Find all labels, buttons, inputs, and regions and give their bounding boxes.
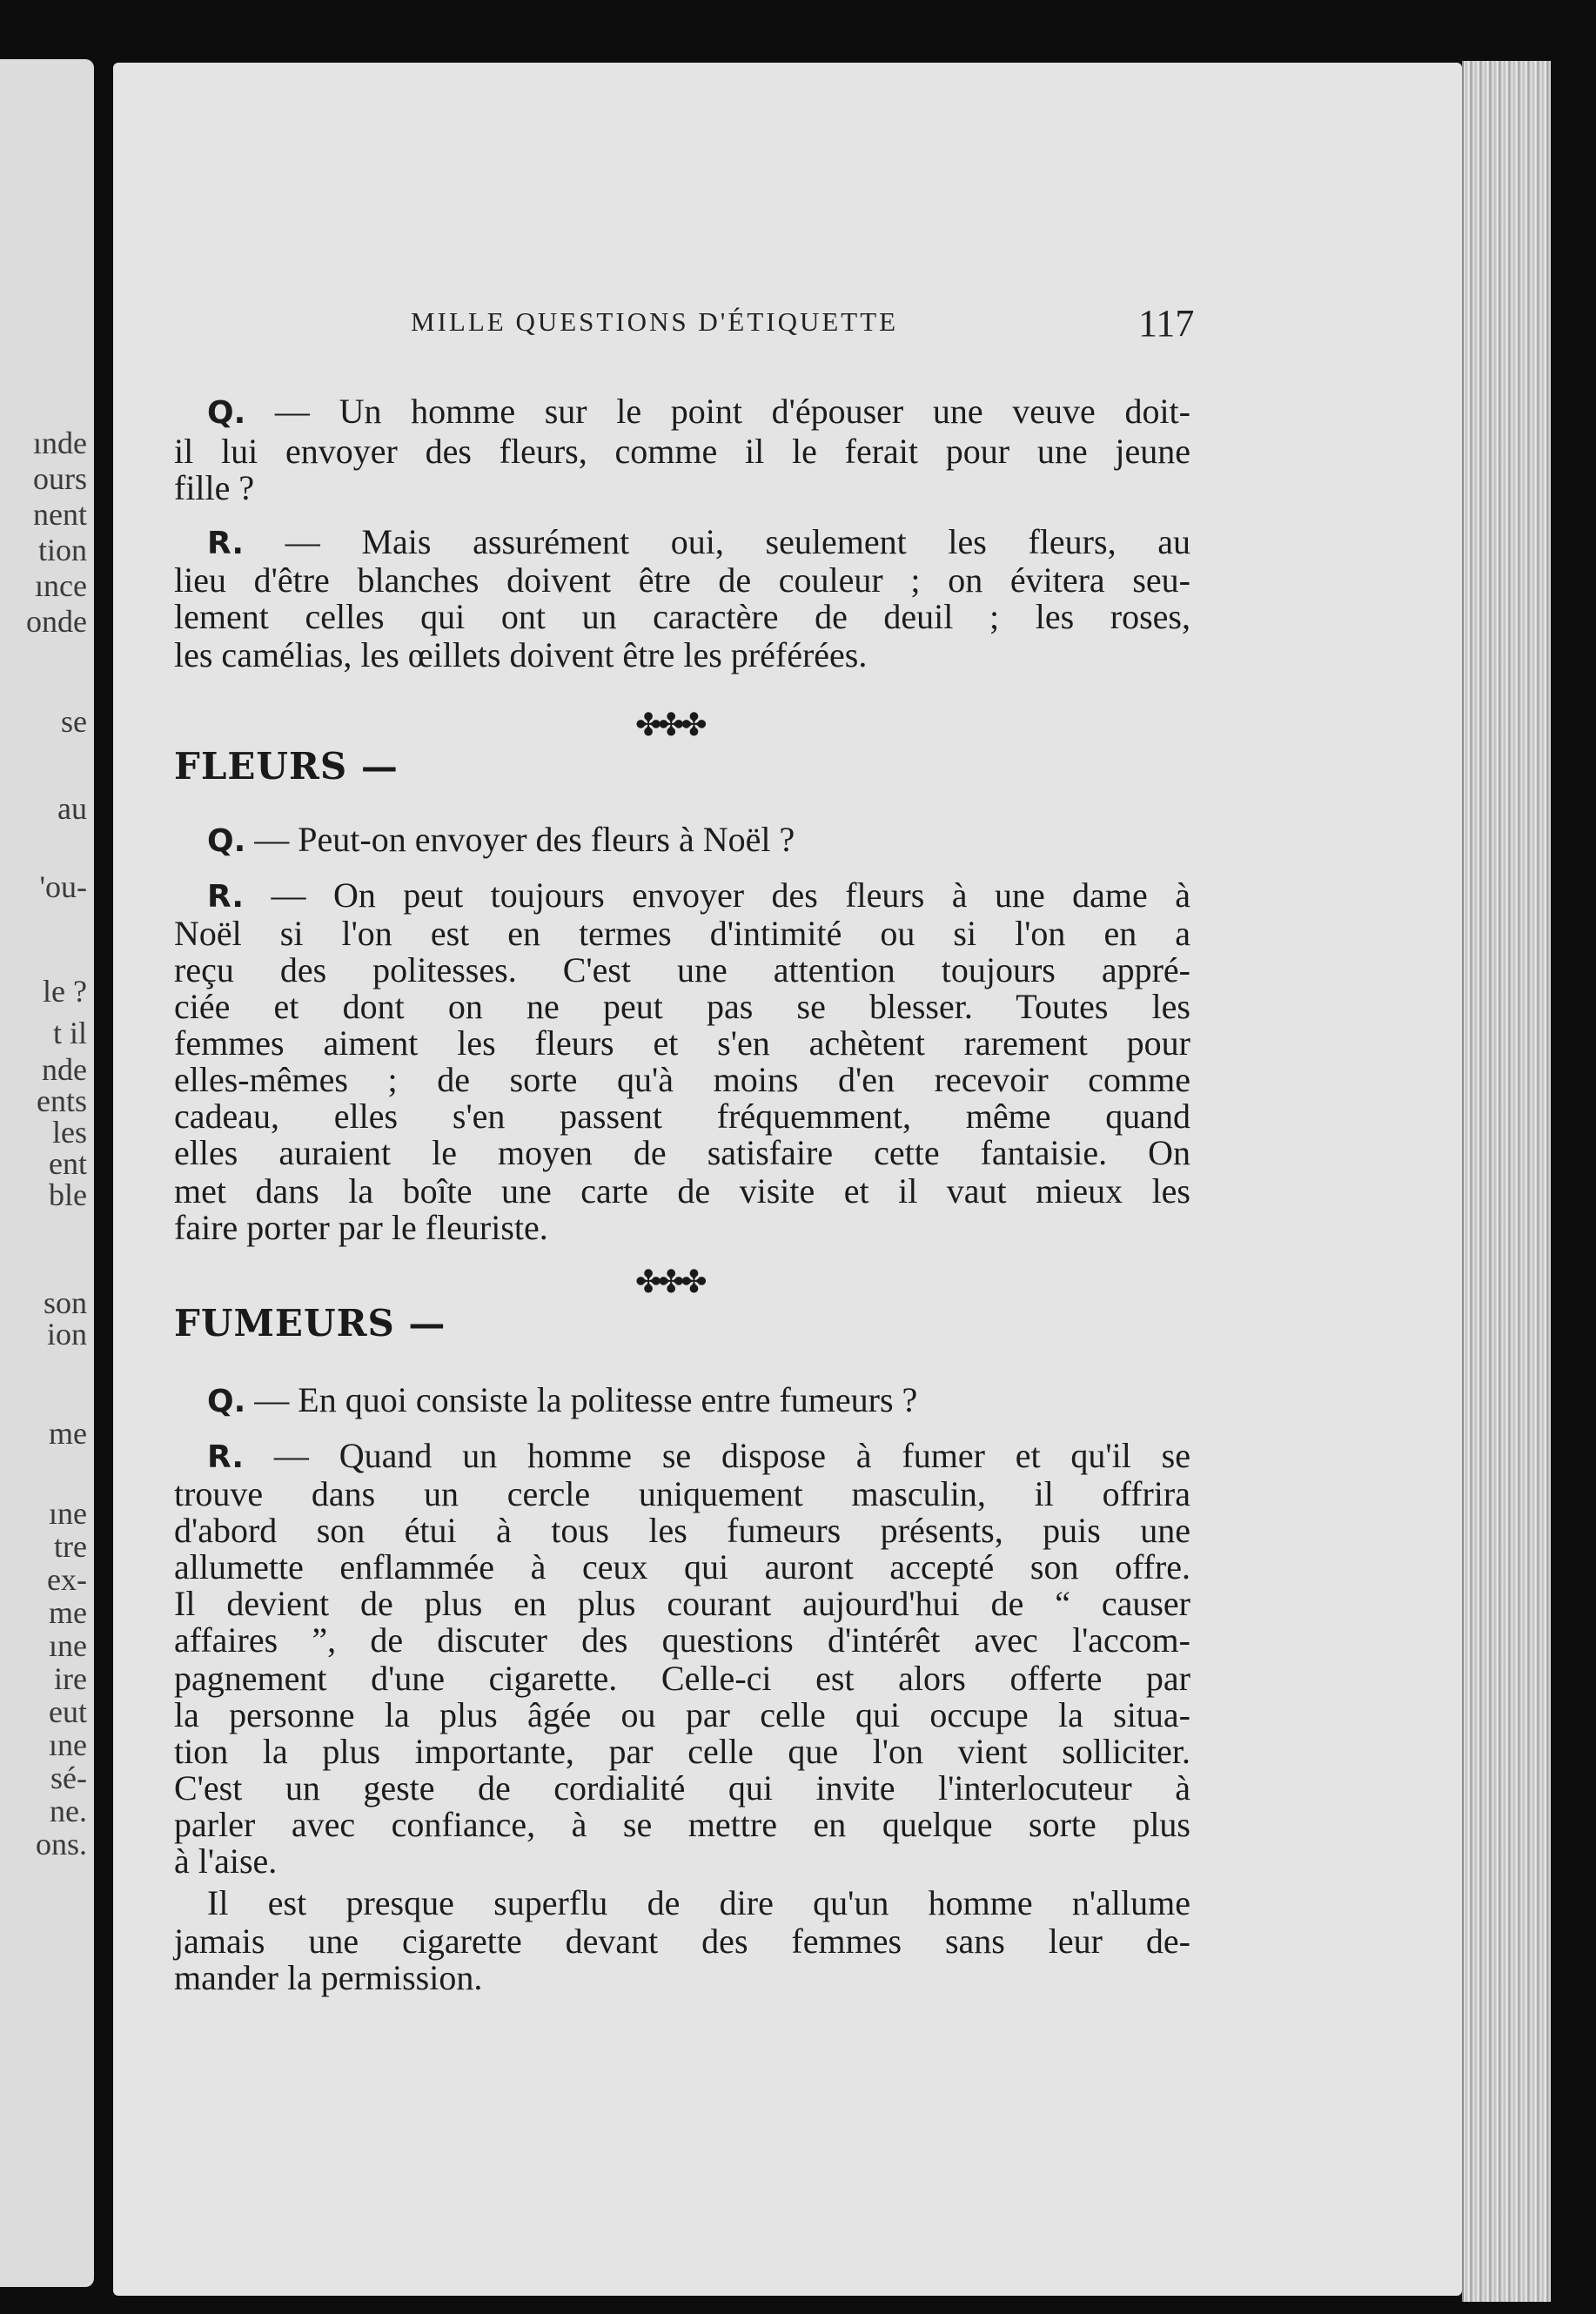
facing-page [0,59,94,2287]
facing-page-fragment: 'ou- [39,869,87,904]
facing-page-fragment: ent [49,1146,87,1181]
paragraph-line: Il est presque superflu de dire qu'un homme n'allume [207,1883,1190,1922]
facing-page-fragment: nde [42,1052,87,1087]
facing-page-fragment: ıne [49,1727,87,1762]
answer-line: les camélias, les œillets doivent être les préférées. [174,635,868,674]
facing-page-fragment: t il [52,1016,87,1050]
section-heading-fumeurs: FUMEURS — [174,1302,446,1345]
facing-page-fragment: sé- [50,1761,87,1795]
section-ornament: ✤✤✤ [635,1264,704,1299]
question-label: Q. [207,395,246,431]
answer-line: cadeau, elles s'en passent fréquemment, même quand [174,1097,1190,1136]
answer-line: pagnement d'une cigarette. Celle-ci est alors offerte par [174,1659,1190,1698]
facing-page-fragment: le ? [43,974,87,1009]
answer-line: d'abord son étui à tous les fumeurs présents, puis une [174,1511,1190,1550]
facing-page-fragment: au [57,791,87,826]
facing-page-fragment: eut [49,1694,87,1729]
answer-line: femmes aiment les fleurs et s'en achètent rarement pour [174,1023,1190,1063]
facing-page-fragment: ble [49,1177,87,1212]
facing-page-fragment: ons. [35,1827,87,1861]
running-head: MILLE QUESTIONS D'ÉTIQUETTE [411,306,899,337]
paragraph-line: mander la permission. [174,1958,483,1997]
answer-label: R. [207,526,245,561]
facing-page-fragment: les [52,1115,87,1150]
answer-line: lement celles qui ont un caractère de deuil ; les roses, [174,597,1190,636]
answer-line: la personne la plus âgée ou par celle qui occupe la situa- [174,1695,1190,1734]
facing-page-fragment: me [49,1416,87,1451]
answer-line: reçu des politesses. C'est une attention toujours appré- [174,950,1190,989]
facing-page-fragment: ents [37,1083,87,1118]
answer-line: faire porter par le fleuriste. [174,1208,548,1247]
answer-line [207,522,1190,564]
page-number: 117 [1138,302,1195,345]
answer-line [207,1436,1190,1478]
question-label: Q. [207,823,246,859]
answer-line [207,875,1190,917]
answer-text: — Quand un homme se dispose à fumer et qu'il se [244,1436,1190,1475]
answer-label: R. [207,879,245,915]
question-text: — En quoi consiste la politesse entre fumeurs ? [245,1380,918,1419]
question-line [207,392,1190,433]
answer-line: tion la plus importante, par celle que l'on vient solliciter. [174,1732,1190,1771]
facing-page-fragment: me [49,1595,87,1630]
facing-page-fragment: ıne [49,1496,87,1531]
question-line: fille ? [174,468,255,507]
answer-text: — Mais assurément oui, seulement les fleurs, au [244,522,1190,561]
answer-text: — On peut toujours envoyer des fleurs à une dame à [244,875,1190,915]
facing-page-fragment: tion [37,533,87,567]
facing-page-fragment: ire [54,1661,87,1696]
question-line [207,820,1190,862]
facing-page-fragment: se [61,704,87,739]
answer-line: Noël si l'on est en termes d'intimité ou si l'on en a [174,914,1190,953]
question-line: il lui envoyer des fleurs, comme il le ferait pour une jeune [174,432,1190,471]
facing-page-fragment: ıne [49,1628,87,1663]
question-label: Q. [207,1384,246,1419]
facing-page-fragment: ex- [47,1562,87,1597]
answer-line: ciée et dont on ne peut pas se blesser. Toutes les [174,987,1190,1026]
answer-line: Il devient de plus en plus courant aujourd'hui de “ causer [174,1584,1190,1623]
answer-label: R. [207,1439,245,1475]
facing-page-fragment: ınde [33,426,87,460]
facing-page-fragment: ours [33,461,87,496]
answer-line: elles-mêmes ; de sorte qu'à moins d'en recevoir comme [174,1060,1190,1099]
answer-line: lieu d'être blanches doivent être de couleur ; on évitera seu- [174,560,1190,600]
answer-line: allumette enflammée à ceux qui auront accepté son offre. [174,1547,1190,1586]
answer-line: trouve dans un cercle uniquement masculin, il offrira [174,1474,1190,1513]
facing-page-fragment: nent [33,497,87,532]
answer-line: met dans la boîte une carte de visite et il vaut mieux les [174,1171,1190,1211]
question-text: — Peut-on envoyer des fleurs à Noël ? [245,820,795,859]
section-ornament: ✤✤✤ [635,708,704,742]
answer-line: C'est un geste de cordialité qui invite l'interlocuteur à [174,1768,1190,1808]
answer-line: parler avec confiance, à se mettre en quelque sorte plus [174,1805,1190,1844]
facing-page-fragment: ion [46,1317,87,1352]
answer-line: affaires ”, de discuter des questions d'intérêt avec l'accom- [174,1620,1190,1660]
paragraph-line: jamais une cigarette devant des femmes sans leur de- [174,1922,1190,1961]
answer-line: elles auraient le moyen de satisfaire cette fantaisie. On [174,1133,1190,1172]
question-line [207,1380,1190,1422]
facing-page-fragment: son [43,1285,87,1320]
question-text: — Un homme sur le point d'épouser une veuve doit- [245,392,1190,431]
facing-page-fragment: onde [26,604,87,639]
page-edges [1462,61,1551,2302]
facing-page-fragment: ne. [50,1794,87,1828]
answer-line: à l'aise. [174,1841,278,1881]
section-heading-fleurs: FLEURS — [174,745,399,788]
facing-page-fragment: tre [54,1529,87,1564]
facing-page-fragment: ınce [35,568,87,603]
